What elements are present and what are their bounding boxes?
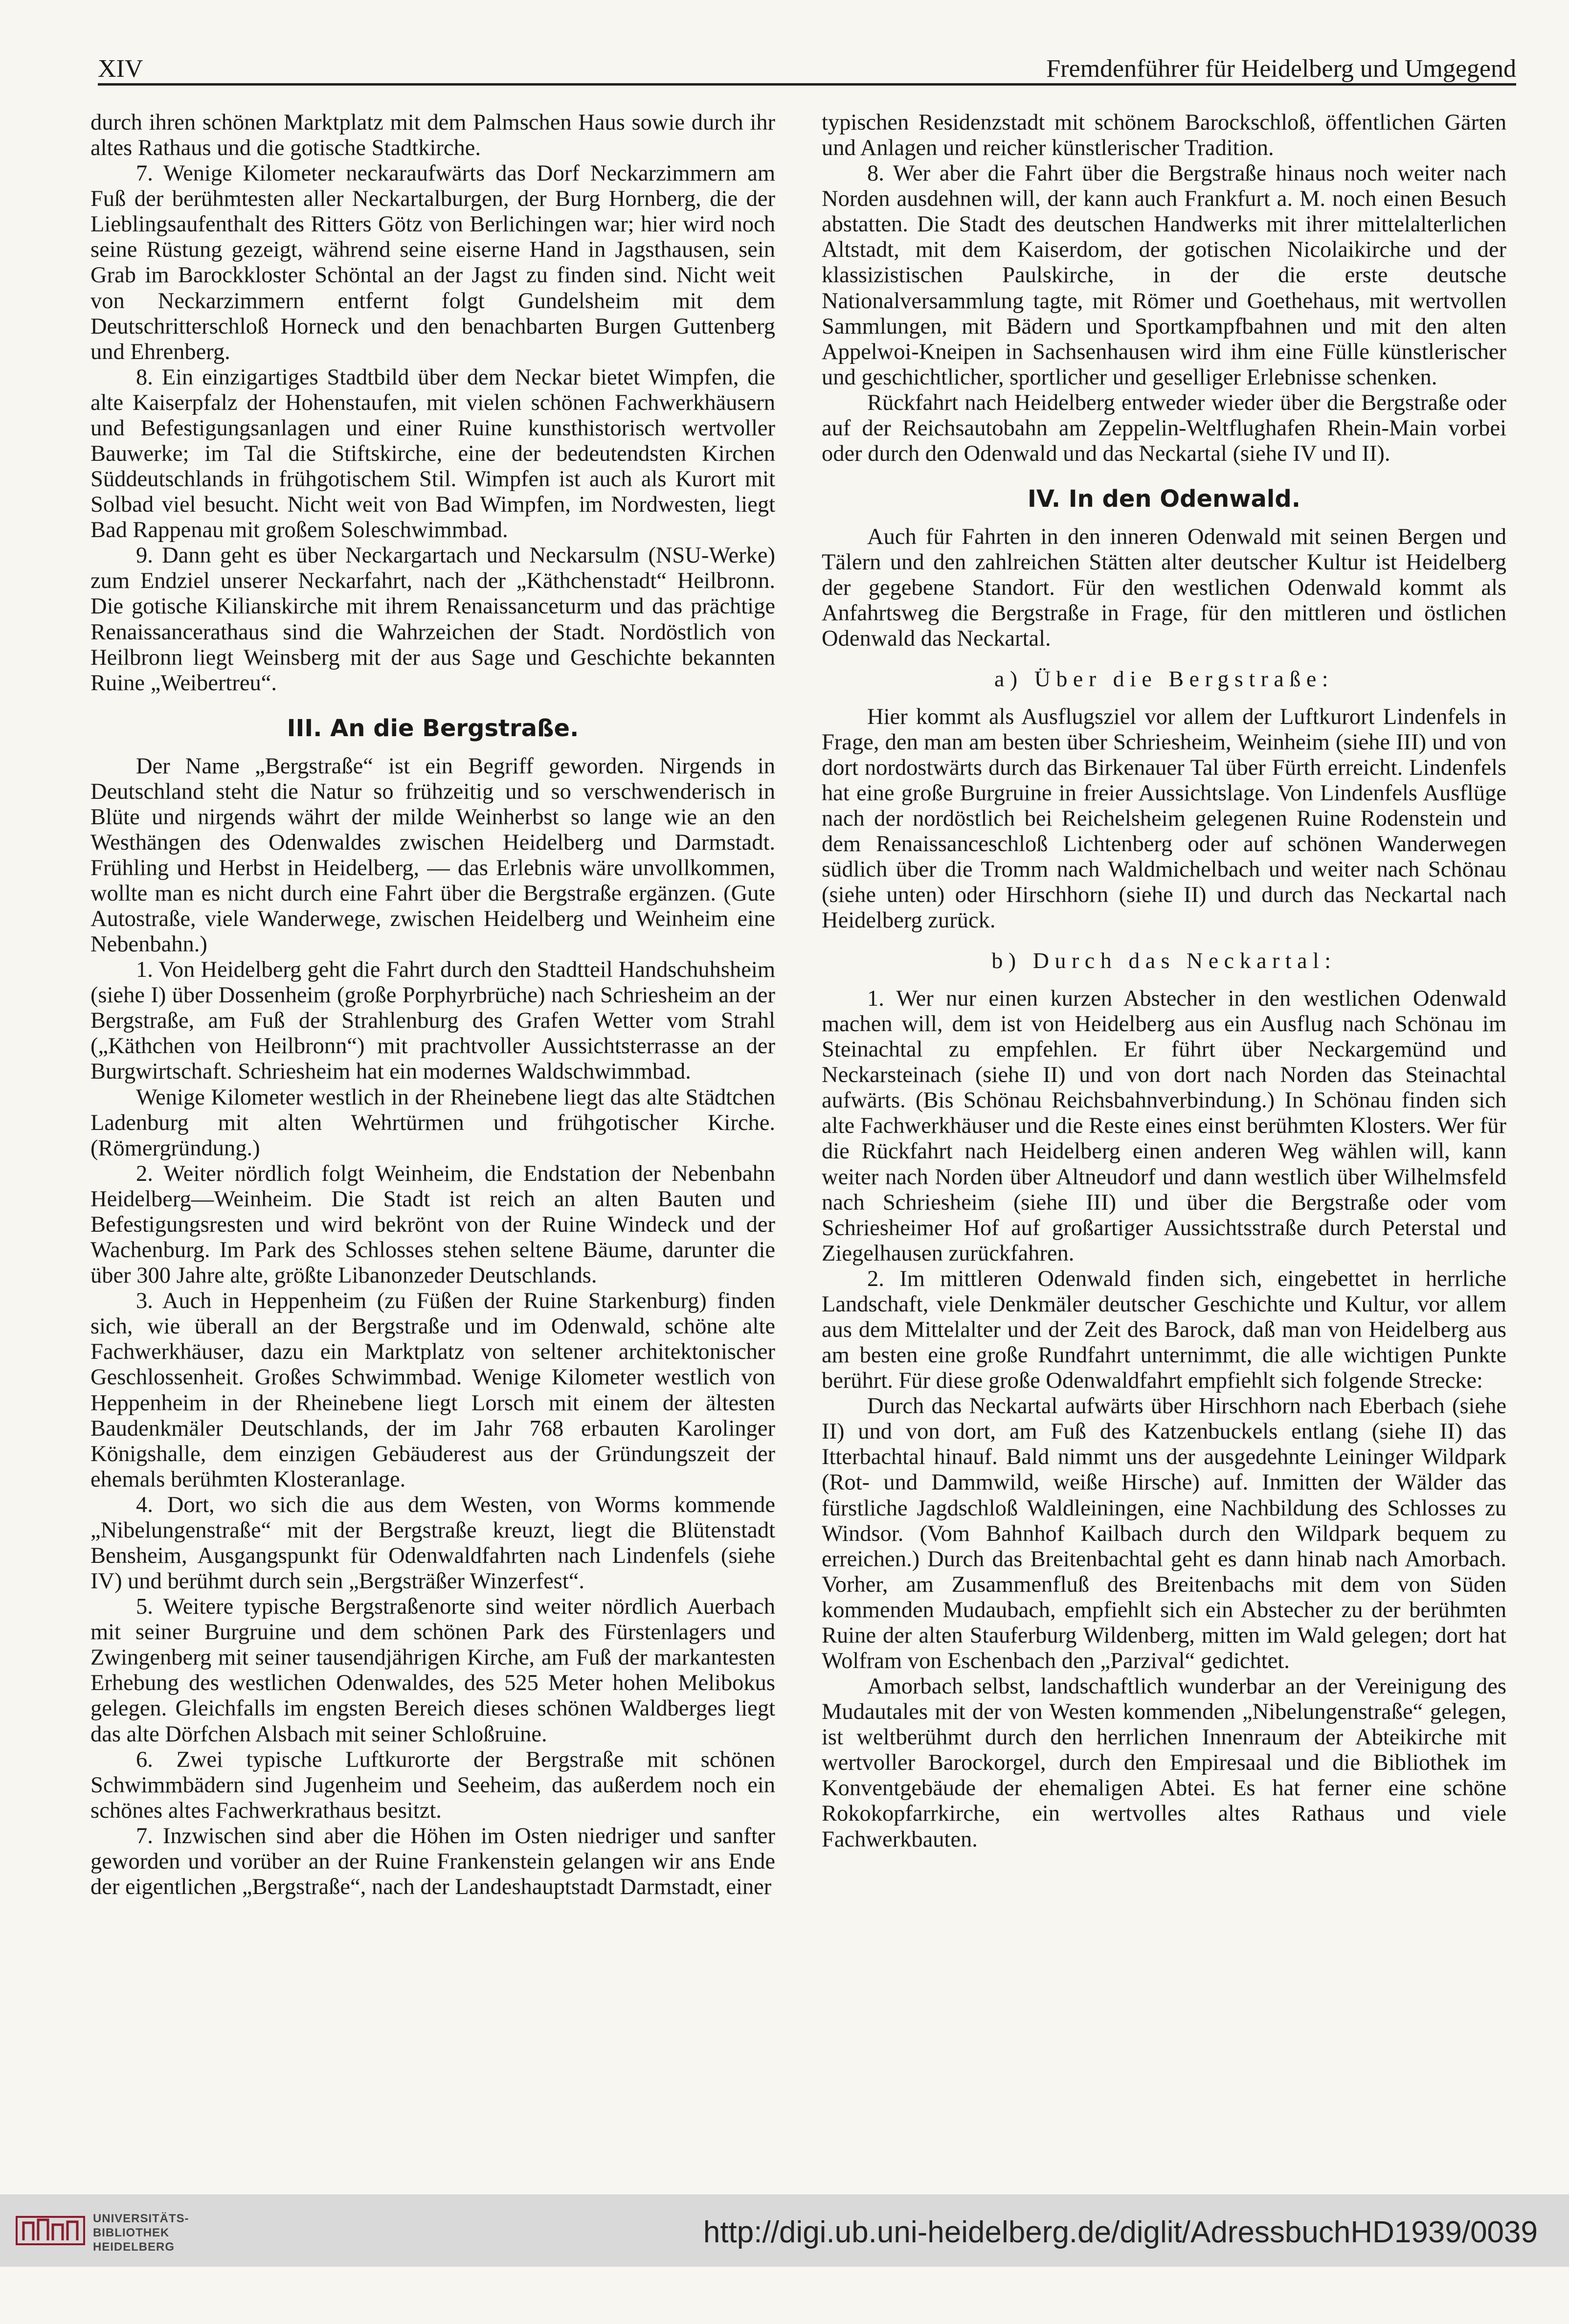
section-heading-iii: III. An die Bergstraße. <box>287 714 579 742</box>
library-name-line: HEIDELBERG <box>93 2240 175 2254</box>
section-heading-iv: IV. In den Odenwald. <box>1028 485 1300 513</box>
paragraph: 7. Inzwischen sind aber die Höhen im Osten niedriger und sanfter geworden und vorüber an der Ruine Frankenstein gelangen wir ans Ende der eigentlichen „Bergstraße“, nach der Landeshauptstadt Darmstadt, einer <box>90 1823 775 1899</box>
page-number: XIV <box>98 55 143 83</box>
paragraph: 1. Von Heidelberg geht die Fahrt durch den Stadtteil Handschuhsheim (siehe I) über Dossenheim (große Porphyrbrüche) nach Schriesheim an der Bergstraße, am Fuß der Strahlenburg des Grafen Wetter vom Strahl („Käthchen von Heilbronn“) mit prachtvoller Aussichtsterrasse an der Burgwirtschaft. Schriesheim hat ein modernes Waldschwimmbad. <box>90 957 775 1084</box>
university-library-logo <box>14 2213 87 2248</box>
library-name <box>93 2212 189 2254</box>
paragraph: 7. Wenige Kilometer neckaraufwärts das Dorf Neckarzimmern am Fuß der berühmtesten aller Neckartalburgen, der Burg Hornberg, die der Lieblingsaufenthalt des Ritters Götz von Berlichingen war; hier wird noch seine Rüstung gezeigt, während seine eiserne Hand in Jagsthausen, sein Grab im Barockkloster Schöntal an der Jagst zu finden sind. Nicht weit von Neckarzimmern entfernt folgt Gundelsheim mit dem Deutschritterschloß Horneck und den benachbarten Burgen Guttenberg und Ehrenberg. <box>90 161 775 364</box>
paragraph: Rückfahrt nach Heidelberg entweder wieder über die Bergstraße oder auf der Reichsautobahn am Zeppelin-Weltflughafen Rhein-Main vorbei oder durch den Odenwald und das Neckartal (siehe IV und II). <box>822 390 1506 467</box>
paragraph: Auch für Fahrten in den inneren Odenwald mit seinen Bergen und Tälern und den zahlreichen Stätten alter deutscher Kultur ist Heidelberg der gegebene Standort. Für den westlichen Odenwald kommt als Anfahrtsweg die Bergstraße in Frage, für den mittleren und östlichen Odenwald das Neckartal. <box>822 524 1506 652</box>
paragraph: 1. Wer nur einen kurzen Abstecher in den westlichen Odenwald machen will, dem ist von Heidelberg aus ein Ausflug nach Schönau im Steinachtal zu empfehlen. Er führt über Neckargemünd und Neckarsteinach (siehe II) und von dort nach Norden das Steinachtal aufwärts. (Bis Schönau Reichsbahnverbindung.) In Schönau finden sich alte Fachwerkhäuser und die Reste eines einst berühmten Klosters. Wer für die Rückfahrt nach Heidelberg einen anderen Weg wählen will, kann weiter nach Norden über Altneudorf und dann westlich über Wilhelmsfeld nach Schriesheim (siehe III) und über die Bergstraße oder vom Schriesheimer Hof auf großartiger Aussichtsstraße durch Peterstal und Ziegelhausen zurückfahren. <box>822 986 1506 1266</box>
paragraph: 6. Zwei typische Luftkurorte der Bergstraße mit schönen Schwimmbädern sind Jugenheim und Seeheim, das außerdem noch ein schönes altes Fachwerkrathaus besitzt. <box>90 1747 775 1823</box>
header-rule <box>98 83 1516 86</box>
paragraph: 9. Dann geht es über Neckargartach und Neckarsulm (NSU-Werke) zum Endziel unserer Neckarfahrt, nach der „Käthchenstadt“ Heilbronn. Die gotische Kilianskirche mit ihrem Renaissanceturm und das prächtige Renaissancerathaus sind die Wahrzeichen der Stadt. Nordöstlich von Heilbronn liegt Weinsberg mit der aus Sage und Geschichte bekannten Ruine „Weibertreu“. <box>90 543 775 696</box>
library-name-line: UNIVERSITÄTS- <box>93 2212 189 2225</box>
paragraph: 8. Ein einzigartiges Stadtbild über dem Neckar bietet Wimpfen, die alte Kaiserpfalz der Hohenstaufen, mit vielen schönen Fachwerkhäusern und Befestigungsanlagen und einer Ruine kunsthistorisch wertvoller Bauwerke; im Tal die Stiftskirche, eine der bedeutendsten Kirchen Süddeutschlands in frühgotischem Stil. Wimpfen ist auch als Kurort mit Solbad viel besucht. Nicht weit von Bad Wimpfen, im Nordwesten, liegt Bad Rappenau mit großem Soleschwimmbad. <box>90 364 775 543</box>
right-column <box>822 110 1506 1852</box>
paragraph: Durch das Neckartal aufwärts über Hirschhorn nach Eberbach (siehe II) und von dort, am Fuß des Katzenbuckels entlang (siehe II) das Itterbachtal hinauf. Bald nimmt uns der ausgedehnte Leininger Wildpark (Rot- und Dammwild, weiße Hirsche) auf. Inmitten der Wälder das fürstliche Jagdschloß Waldleiningen, eine Nachbildung des Schlosses zu Windsor. (Vom Bahnhof Kailbach durch den Wildpark bequem zu erreichen.) Durch das Breitenbachtal geht es dann hinab nach Amorbach. Vorher, am Zusammenfluß des Breitenbachs mit dem von Süden kommenden Mudaubach, empfiehlt sich ein Abstecher zu der berühmten Ruine der alten Stauferburg Wildenberg, mitten im Wald gelegen; dort hat Wolfram von Eschenbach den „Parzival“ gedichtet. <box>822 1394 1506 1673</box>
paragraph: Amorbach selbst, landschaftlich wunderbar an der Vereinigung des Mudautales mit der von Westen kommenden „Nibelungenstraße“ gelegen, ist weltberühmt durch den herrlichen Innenraum der Abteikirche mit wertvoller Barockorgel, durch den Empiresaal und die Bibliothek im Konventgebäude der ehemaligen Abtei. Es hat ferner eine schöne Rokokopfarrkirche, ein wertvolles altes Rathaus und viele Fachwerkbauten. <box>822 1674 1506 1852</box>
paragraph: 5. Weitere typische Bergstraßenorte sind weiter nördlich Auerbach mit seiner Burgruine und dem schönen Park des Fürstenlagers und Zwingenberg mit seiner tausendjährigen Kirche, am Fuß der markantesten Erhebung des westlichen Odenwaldes, des 525 Meter hohen Melibokus gelegen. Gleichfalls im engsten Bereich dieses schönen Waldberges liegt das alte Dörfchen Alsbach mit seiner Schloßruine. <box>90 1594 775 1747</box>
paragraph: Der Name „Bergstraße“ ist ein Begriff geworden. Nirgends in Deutschland steht die Natur so frühzeitig und so verschwenderisch in Blüte und nirgends währt der milde Weinherbst so lange wie an den Westhängen des Odenwaldes zwischen Heidelberg und Darmstadt. Frühling und Herbst in Heidelberg, — das Erlebnis wäre unvollkommen, wollte man es nicht durch eine Fahrt über die Bergstraße ergänzen. (Gute Autostraße, viele Wanderwege, zwischen Heidelberg und Weinheim eine Nebenbahn.) <box>90 753 775 957</box>
paragraph: 2. Weiter nördlich folgt Weinheim, die Endstation der Nebenbahn Heidelberg—Weinheim. Die Stadt ist reich an alten Bauten und Befestigungsresten und wird bekrönt von der Ruine Windeck und der Wachenburg. Im Park des Schlosses stehen seltene Bäume, darunter die über 300 Jahre alte, größte Libanonzeder Deutschlands. <box>90 1161 775 1288</box>
running-title: Fremdenführer für Heidelberg und Umgegend <box>1046 55 1516 83</box>
source-url-link[interactable]: http://digi.ub.uni-heidelberg.de/diglit/AdressbuchHD1939/0039 <box>703 2215 1538 2249</box>
paragraph: 8. Wer aber die Fahrt über die Bergstraße hinaus noch weiter nach Norden ausdehnen will, der kann auch Frankfurt a. M. noch einen Besuch abstatten. Die Stadt des deutschen Handwerks mit ihrer mittelalterlichen Altstadt, mit dem Kaiserdom, der gotischen Nicolaikirche und der klassizistischen Paulskirche, in der die erste deutsche Nationalversammlung tagte, mit Römer und Goethehaus, mit wertvollen Sammlungen, mit Bädern und Sportkampfbahnen und mit den alten Appelwoi-Kneipen in Sachsenhausen wird ihm eine Fülle künstlerischer und geschichtlicher, sportlicher und geselliger Erlebnisse schenken. <box>822 161 1506 390</box>
subheading-a: a) Über die Bergstraße: <box>994 666 1334 692</box>
paragraph: Wenige Kilometer westlich in der Rheinebene liegt das alte Städtchen Ladenburg mit alten Wehrtürmen und frühgotischer Kirche. (Römergründung.) <box>90 1084 775 1161</box>
paragraph: durch ihren schönen Marktplatz mit dem Palmschen Haus sowie durch ihr altes Rathaus und die gotische Stadtkirche. <box>90 110 775 161</box>
page-header <box>98 44 1516 83</box>
paragraph: 2. Im mittleren Odenwald finden sich, eingebettet in herrliche Landschaft, viele Denkmäler deutscher Geschichte und Kultur, vor allem aus dem Mittelalter und der Zeit des Barock, daß man von Heidelberg aus am besten eine große Rundfahrt unternimmt, die alle wichtigen Punkte berührt. Für diese große Odenwaldfahrt empfiehlt sich folgende Strecke: <box>822 1266 1506 1394</box>
paragraph: typischen Residenzstadt mit schönem Barockschloß, öffentlichen Gärten und Anlagen und reicher künstlerischer Tradition. <box>822 110 1506 161</box>
paragraph: 4. Dort, wo sich die aus dem Westen, von Worms kommende „Nibelungenstraße“ mit der Bergstraße kreuzt, liegt die Blütenstadt Bensheim, Ausgangspunkt für Odenwaldfahrten nach Lindenfels (siehe IV) und berühmt durch sein „Bergsträßer Winzerfest“. <box>90 1492 775 1594</box>
subheading-b: b) Durch das Neckartal: <box>991 948 1337 973</box>
paragraph: 3. Auch in Heppenheim (zu Füßen der Ruine Starkenburg) finden sich, wie überall an der Bergstraße und im Odenwald, schöne alte Fachwerkhäuser, dazu ein Marktplatz von seltener architektonischer Geschlossenheit. Großes Schwimmbad. Wenige Kilometer westlich von Heppenheim in der Rheinebene liegt Lorsch mit einem der ältesten Baudenkmäler Deutschlands, der im Jahr 768 erbauten Karolinger Königshalle, dem einzigen Gebäuderest aus der Gründungszeit der ehemals berühmten Klosteranlage. <box>90 1288 775 1492</box>
left-column <box>90 110 775 1900</box>
footer-bar <box>0 2194 1569 2267</box>
library-name-line: BIBLIOTHEK <box>93 2226 170 2239</box>
paragraph: Hier kommt als Ausflugsziel vor allem der Luftkurort Lindenfels in Frage, den man am besten über Schriesheim, Weinheim (siehe III) und von dort nordostwärts durch das Birkenauer Tal über Fürth erreicht. Lindenfels hat eine große Burgruine in freier Aussichtslage. Von Lindenfels Ausflüge nach der nordöstlich bei Reichelsheim gelegenen Ruine Rodenstein und dem Renaissanceschloß Lichtenberg oder auf schönen Wanderwegen südlich über die Tromm nach Waldmichelbach und weiter nach Schönau (siehe unten) oder Hirschhorn (siehe II) und durch das Neckartal nach Heidelberg zurück. <box>822 704 1506 933</box>
